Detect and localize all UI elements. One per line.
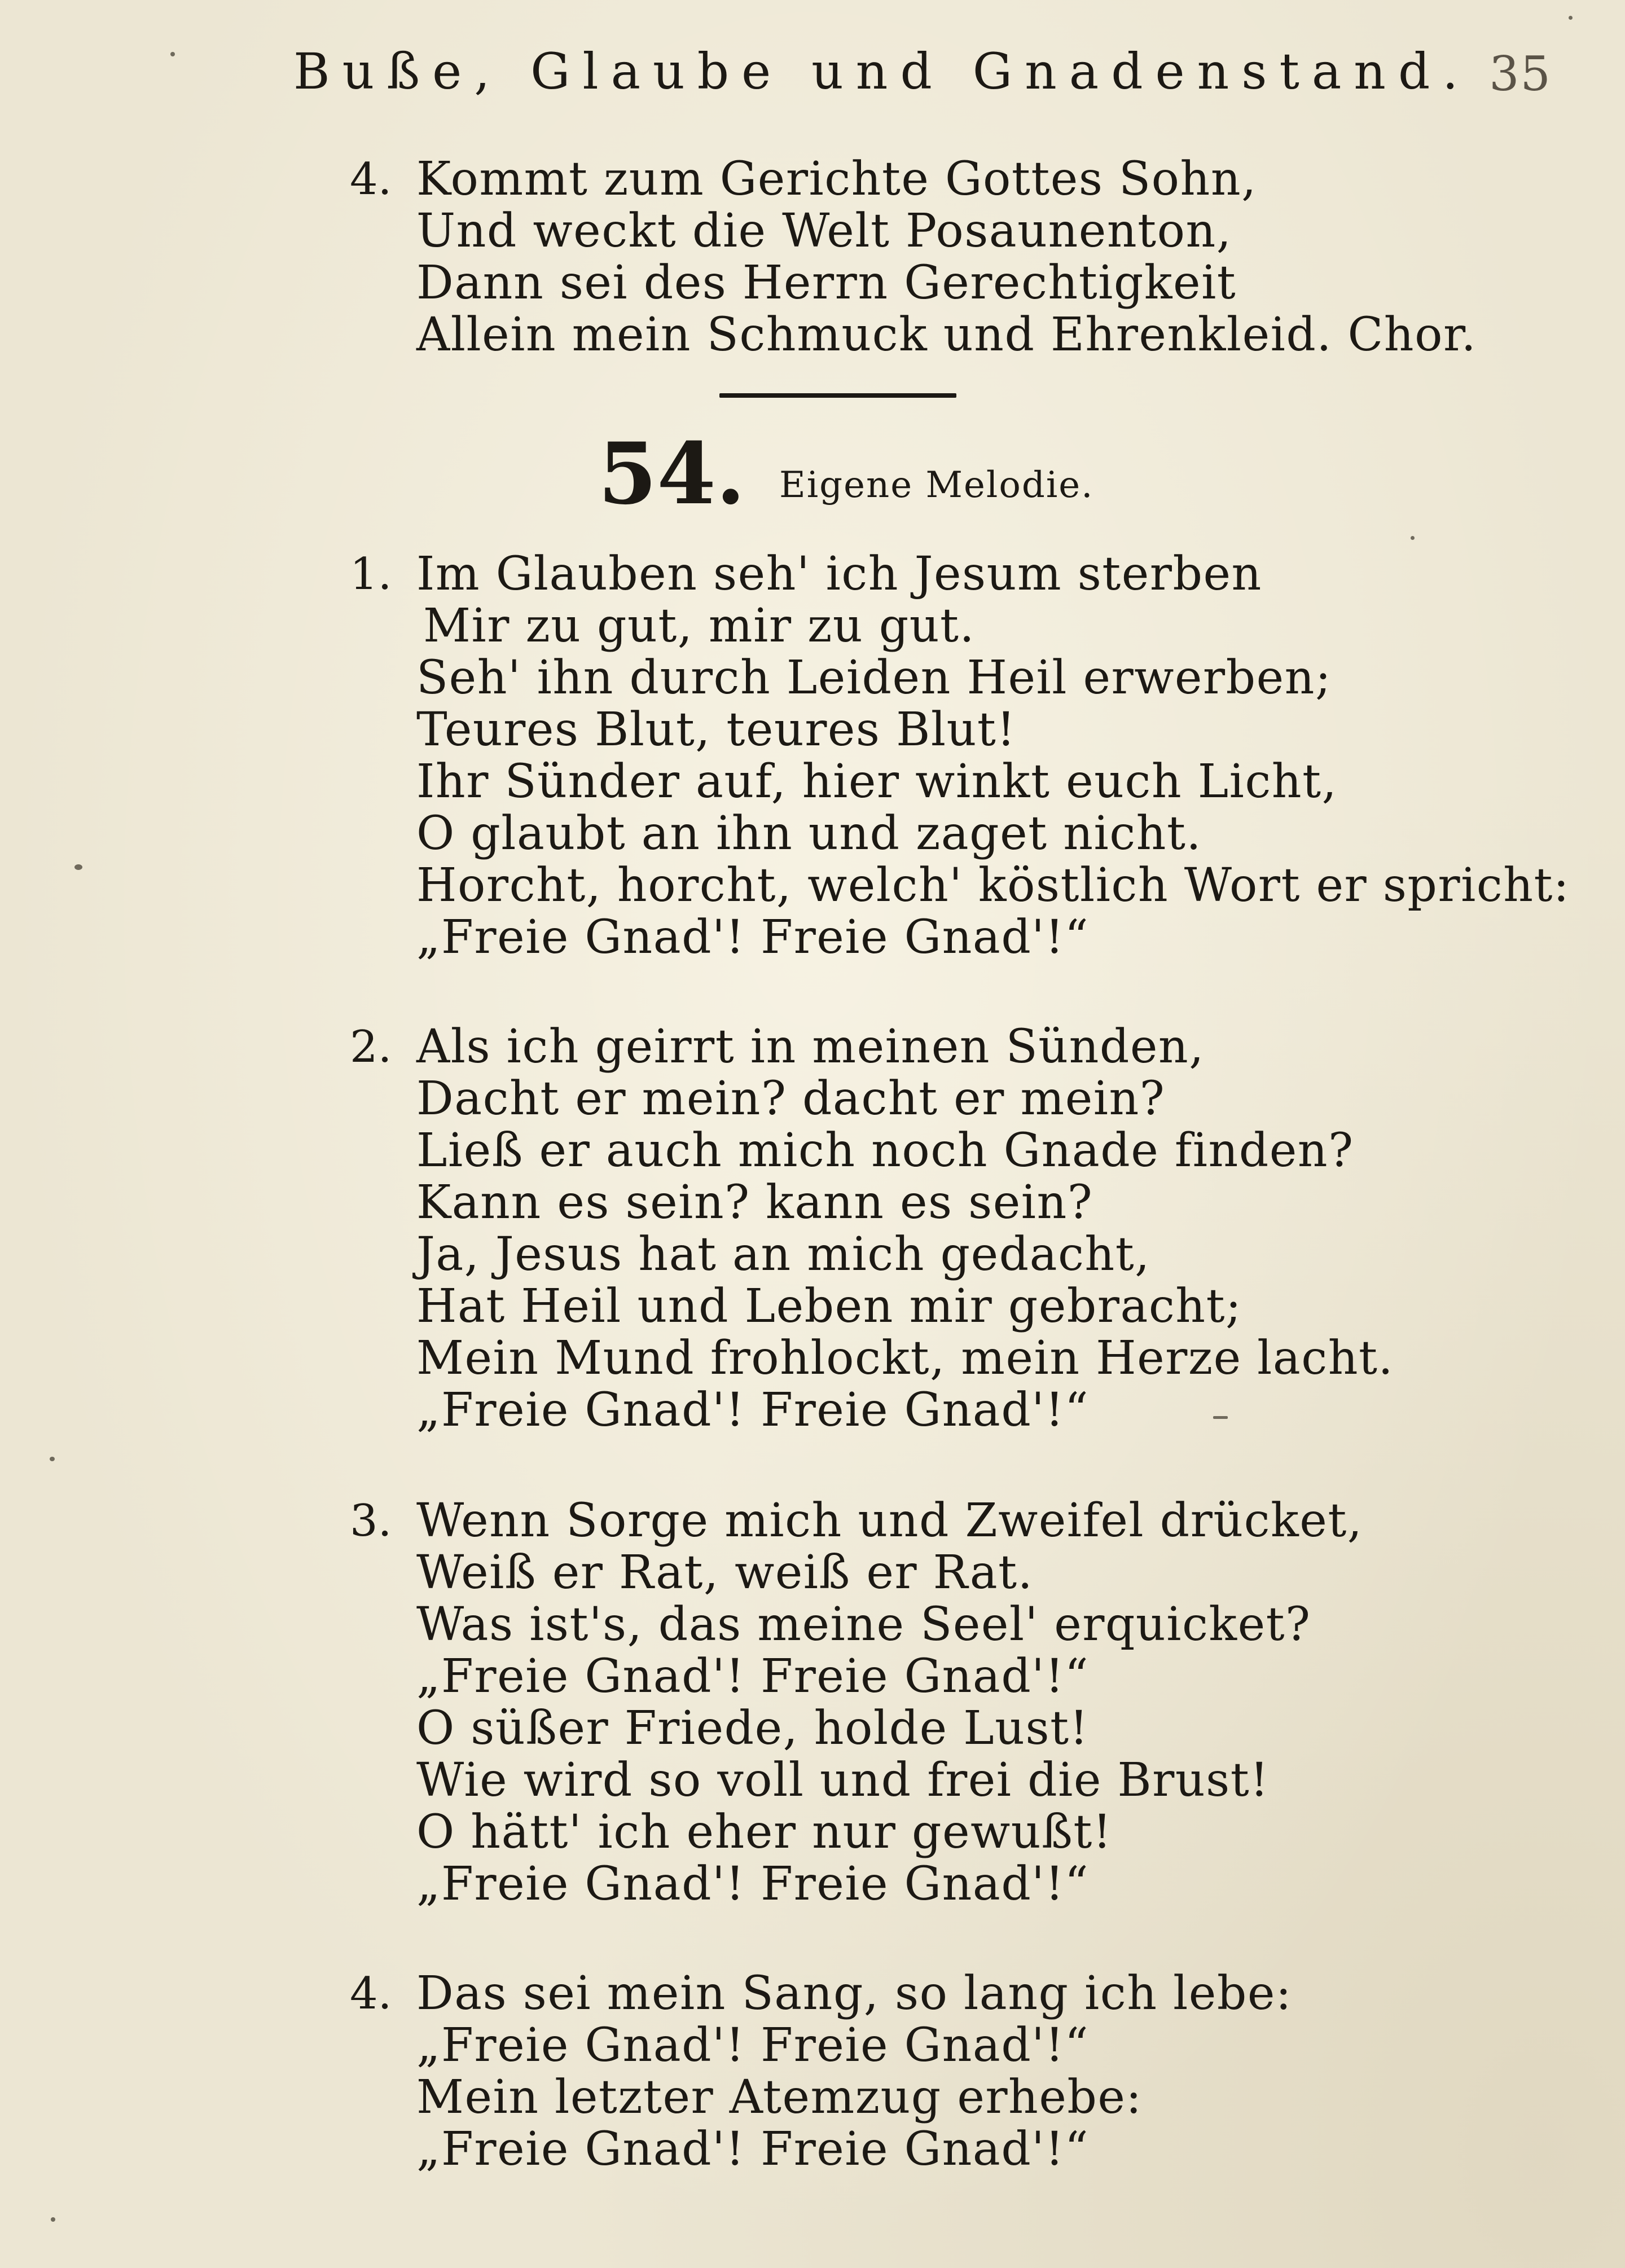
verse-line: Wenn Sorge mich und Zweifel drücket, (416, 1494, 1363, 1548)
previous-hymn-stanza (350, 153, 1478, 362)
verse-line: Und weckt die Welt Posaunenton, (416, 204, 1232, 258)
verse-line: „Freie Gnad'! Freie Gnad'!“ (416, 2019, 1090, 2072)
verse-line: Kann es sein? kann es sein? (416, 1176, 1093, 1229)
section-divider (719, 393, 956, 398)
paper-speck (51, 2217, 55, 2222)
verse-line: Teures Blut, teures Blut! (416, 703, 1016, 757)
stanza-number: 4. (350, 1968, 392, 2019)
stanza-4 (350, 1968, 1478, 2177)
verse-line: „Freie Gnad'! Freie Gnad'!“ (416, 1857, 1090, 1911)
verse-line: Horcht, horcht, welch' köstlich Wort er spricht: (416, 859, 1570, 912)
verse-line: „Freie Gnad'! Freie Gnad'!“ (416, 1650, 1090, 1703)
hymn-number: 54. (598, 424, 745, 524)
verse-line: Seh' ihn durch Leiden Heil erwerben; (416, 651, 1332, 705)
verse-line: Dacht er mein? dacht er mein? (416, 1072, 1166, 1126)
stanza-number: 2. (350, 1022, 392, 1073)
stanza-lines (416, 1495, 1488, 1910)
verse-line: „Freie Gnad'! Freie Gnad'!“ (416, 911, 1090, 964)
verse-line: O glaubt an ihn und zaget nicht. (416, 807, 1202, 860)
verse-line: Was ist's, das meine Seel' erquicket? (416, 1598, 1311, 1651)
stanza-lines (416, 1968, 1488, 2175)
paper-speck (1213, 1416, 1228, 1419)
stanza-2 (350, 1021, 1478, 1439)
verse-line: Ihr Sünder auf, hier winkt euch Licht, (416, 755, 1338, 808)
verse-line: Dann sei des Herrn Gerechtigkeit (416, 256, 1237, 310)
stanza-1 (350, 547, 1570, 966)
paper-speck (50, 1457, 55, 1461)
hymn-tune: Eigene Melodie. (779, 464, 1094, 506)
stanza-number: 4. (350, 154, 392, 205)
running-head-title: Buße, Glaube und Gnadenstand. (293, 42, 1471, 100)
verse-line: Allein mein Schmuck und Ehrenkleid. Chor. (416, 308, 1477, 362)
stanza-lines (416, 547, 1570, 964)
paper-speck (170, 52, 175, 56)
stanza-lines (416, 1021, 1488, 1436)
verse-line: Als ich geirrt in meinen Sünden, (416, 1020, 1205, 1074)
verse-line: Wie wird so voll und frei die Brust! (416, 1753, 1270, 1807)
page-number: 35 (1489, 46, 1552, 102)
verse-line: Mein Mund frohlockt, mein Herze lacht. (416, 1331, 1394, 1385)
verse-line: Mir zu gut, mir zu gut. (423, 599, 976, 653)
verse-line: Hat Heil und Leben mir gebracht; (416, 1280, 1242, 1333)
paper-speck (1569, 16, 1573, 20)
verse-line: „Freie Gnad'! Freie Gnad'!“ (416, 1383, 1090, 1437)
verse-line: O hätt' ich eher nur gewußt! (416, 1805, 1113, 1859)
verse-line: Das sei mein Sang, so lang ich lebe: (416, 1967, 1292, 2020)
verse-line: Mein letzter Atemzug erhebe: (416, 2071, 1143, 2124)
paper-speck (74, 864, 82, 870)
paper-speck (1411, 536, 1415, 540)
verse-line: O süßer Friede, holde Lust! (416, 1702, 1089, 1755)
verse-line: Ja, Jesus hat an mich gedacht, (416, 1228, 1150, 1281)
hymn-heading (598, 424, 1094, 524)
verse-line: „Freie Gnad'! Freie Gnad'!“ (416, 2122, 1090, 2176)
stanza-number: 1. (350, 549, 392, 600)
stanza-3 (350, 1495, 1478, 1913)
stanza-lines (416, 153, 1488, 361)
verse-line: Im Glauben seh' ich Jesum sterben (416, 547, 1262, 601)
verse-line: Weiß er Rat, weiß er Rat. (416, 1546, 1034, 1599)
verse-line: Ließ er auch mich noch Gnade finden? (416, 1124, 1354, 1177)
verse-line: Kommt zum Gerichte Gottes Sohn, (416, 152, 1257, 206)
stanza-number: 3. (350, 1496, 392, 1546)
